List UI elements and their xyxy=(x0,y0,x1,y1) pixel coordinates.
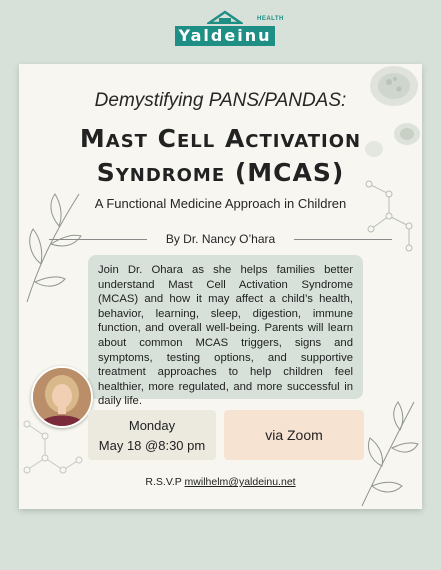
title-line-2: Syndrome (MCAS) xyxy=(96,158,345,187)
event-location-box xyxy=(224,410,364,460)
event-flyer xyxy=(19,64,422,509)
yaldeinu-logo xyxy=(165,10,285,50)
event-date-box xyxy=(88,410,216,460)
flyer-tagline: A Functional Medicine Approach in Children xyxy=(94,196,347,211)
rsvp-label: R.S.V.P xyxy=(145,476,182,488)
event-description: Join Dr. Ohara as she helps families better understand Mast Cell Activation Syndrome (MCAS) and how it may affect a child’s health, behavior, learning, sleep, digestion, immune function, and overall well-being. Parents will learn about common MCAS triggers, signs and symptoms, testing options, and supportive treatment approaches to help children feel healthier, more regulated, and more successful in daily life. xyxy=(88,255,363,399)
event-date-time: May 18 @8:30 pm xyxy=(98,438,206,453)
flyer-subtitle: Demystifying PANS/PANDAS: xyxy=(94,90,347,111)
rsvp-email-link[interactable]: mwilhelm@yaldeinu.net xyxy=(184,476,296,488)
byline-row xyxy=(49,232,392,246)
speaker-byline: By Dr. Nancy O’hara xyxy=(165,232,276,246)
flyer-title xyxy=(19,122,422,190)
speaker-photo xyxy=(31,366,93,428)
logo-health-tag: HEALTH xyxy=(257,16,284,22)
byline-divider-right xyxy=(294,239,392,240)
title-line-1: Mast Cell Activation xyxy=(79,124,362,153)
logo-wordmark: Yaldeinu xyxy=(175,26,275,46)
speaker-portrait-icon xyxy=(33,368,91,426)
building-roof-icon xyxy=(207,10,243,24)
event-day: Monday xyxy=(128,418,176,433)
rsvp-line xyxy=(19,476,422,488)
event-location: via Zoom xyxy=(265,427,323,443)
